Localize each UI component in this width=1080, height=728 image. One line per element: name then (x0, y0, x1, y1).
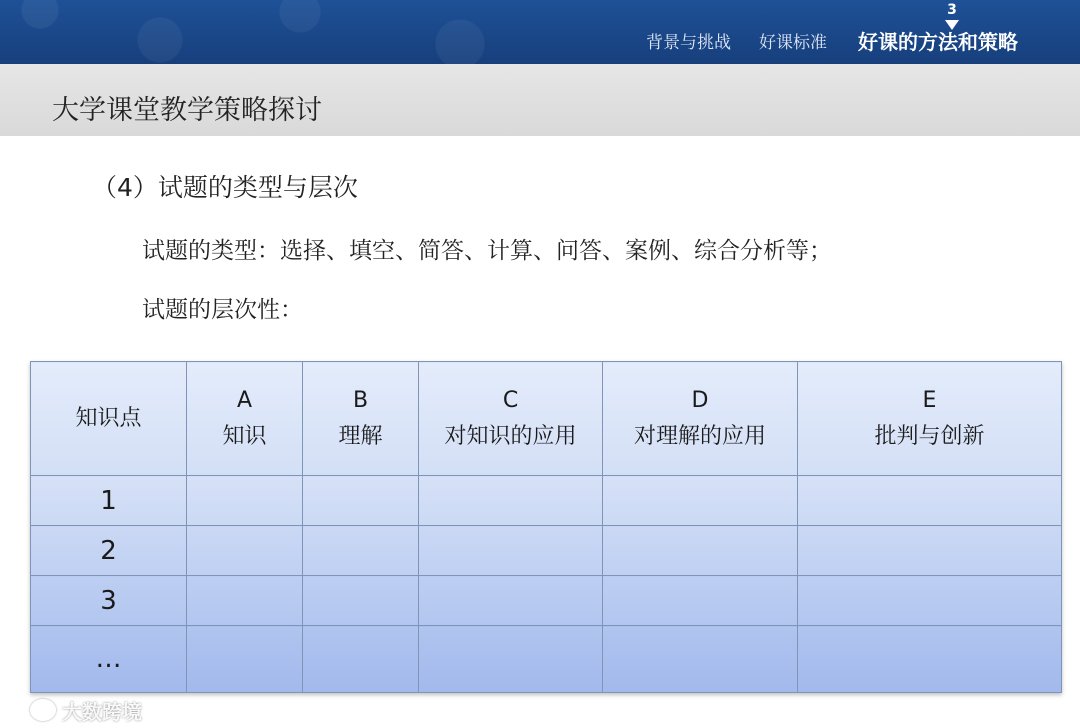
table-cell (798, 476, 1062, 526)
watermark (30, 696, 142, 724)
active-section-pointer-icon (945, 20, 959, 30)
table-cell (603, 626, 798, 693)
question-types-line: 试题的类型：选择、填空、简答、计算、问答、案例、综合分析等； (142, 238, 832, 264)
table-cell (419, 576, 603, 626)
table-cell (303, 576, 419, 626)
table-cell (303, 626, 419, 693)
table-cell (419, 626, 603, 693)
column-letter: B (352, 387, 369, 413)
column-label: 对理解的应用 (633, 423, 766, 449)
table-cell (798, 526, 1062, 576)
row-label: 3 (31, 576, 187, 626)
question-levels-line: 试题的层次性： (142, 297, 303, 323)
nav-item-good-course-standards[interactable]: 好课标准 (759, 33, 827, 53)
table-cell (603, 526, 798, 576)
question-level-matrix (30, 361, 1062, 693)
table-cell (419, 526, 603, 576)
column-letter: D (691, 387, 709, 413)
column-label: 对知识的应用 (444, 423, 577, 449)
column-label: 批判与创新 (874, 423, 985, 449)
table-cell (303, 526, 419, 576)
table-cell (187, 526, 303, 576)
row-header-cell (31, 362, 187, 476)
nav-item-methods-strategies[interactable]: 好课的方法和策略 (858, 30, 1018, 54)
section-number: 3 (947, 2, 957, 18)
table-row (31, 576, 1062, 626)
table-cell (187, 576, 303, 626)
table-cell (303, 476, 419, 526)
table-cell (187, 626, 303, 693)
column-header-a (187, 362, 303, 476)
table-cell (798, 576, 1062, 626)
column-label: 知识 (222, 423, 267, 449)
watermark-logo-icon (30, 699, 56, 721)
table-cell (187, 476, 303, 526)
nav-item-background-challenges[interactable]: 背景与挑战 (646, 33, 731, 53)
column-letter: E (922, 387, 937, 413)
column-header-d (603, 362, 798, 476)
section-heading: （4）试题的类型与层次 (92, 173, 358, 202)
table-cell (798, 626, 1062, 693)
column-letter: C (502, 387, 519, 413)
table-row (31, 526, 1062, 576)
row-label: … (31, 626, 187, 693)
column-letter: A (236, 387, 253, 413)
row-label: 1 (31, 476, 187, 526)
column-header-b (303, 362, 419, 476)
column-header-e (798, 362, 1062, 476)
table-cell (603, 576, 798, 626)
column-header-c (419, 362, 603, 476)
row-label: 2 (31, 526, 187, 576)
watermark-text: 大数跨境 (62, 699, 142, 724)
row-header-label: 知识点 (75, 405, 142, 431)
table-row (31, 476, 1062, 526)
table-cell (603, 476, 798, 526)
column-label: 理解 (338, 423, 383, 449)
page-title: 大学课堂教学策略探讨 (52, 95, 322, 126)
table-row (31, 626, 1062, 693)
table-cell (419, 476, 603, 526)
table-header-row (31, 362, 1062, 476)
